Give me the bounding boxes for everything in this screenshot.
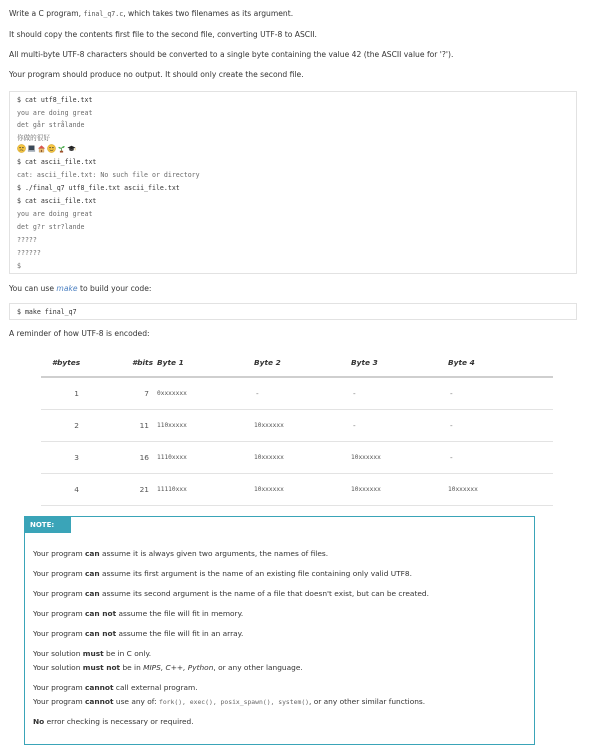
note-emphasis: cannot [85, 683, 114, 692]
cell-byte1: 0xxxxxxx [157, 377, 254, 410]
note-text: , or any other language. [213, 663, 303, 672]
cell-byte1: 110xxxxx [157, 410, 254, 442]
note-box [24, 516, 535, 745]
cell-bytes: 1 [41, 377, 87, 410]
note-line [33, 549, 328, 558]
note-line [33, 569, 412, 578]
note-text: Your program [33, 549, 86, 558]
table-header-row [41, 349, 553, 377]
note-line [33, 589, 429, 598]
note-text: error checking is necessary or required. [44, 717, 194, 726]
note-text: call external program. [113, 683, 198, 692]
terminal-line: cat: ascii_file.txt: No such file or directory [17, 171, 200, 179]
make-instruction [9, 284, 151, 293]
note-text: assume the file will fit in memory. [116, 609, 244, 618]
cell-byte3: - [351, 410, 448, 442]
note-emphasis: No [33, 717, 45, 726]
cell-byte4: - [448, 442, 553, 474]
note-line [33, 683, 198, 692]
note-emphasis: can [85, 549, 100, 558]
note-text: Your program [33, 629, 86, 638]
filename-code: final_q7.c [83, 10, 124, 18]
cell-byte3: 10xxxxxx [351, 474, 448, 506]
note-text: assume the file will fit in an array. [116, 629, 244, 638]
note-text: Your program [33, 569, 86, 578]
cell-byte2: 10xxxxxx [254, 442, 351, 474]
cell-byte2: 10xxxxxx [254, 410, 351, 442]
note-emphasis: must [82, 649, 104, 658]
note-text: Your program [33, 697, 86, 706]
utf8-encoding-table [41, 349, 553, 506]
make-command: $ make final_q7 [17, 308, 77, 316]
cell-byte2: - [254, 377, 351, 410]
intro-line-4: Your program should produce no output. It should only create the second file. [9, 70, 304, 79]
note-line [33, 717, 194, 726]
make-text: to build your code: [77, 284, 152, 293]
cell-byte4: 10xxxxxx [448, 474, 553, 506]
note-functions-code: fork(), exec(), posix_spawn(), system() [158, 698, 310, 706]
terminal-line: $ ./final_q7 utf8_file.txt ascii_file.txt [17, 184, 180, 192]
note-text: assume its second argument is the name of a file that doesn't exist, but can be created. [99, 589, 429, 598]
terminal-line: $ cat ascii_file.txt [17, 158, 97, 166]
note-emphasis: cannot [85, 697, 114, 706]
note-text: , or any other similar functions. [309, 697, 426, 706]
terminal-line: 你做的很好 [17, 134, 50, 142]
table-row [41, 410, 553, 442]
intro-line-2: It should copy the contents first file to the second file, converting UTF-8 to ASCII. [9, 30, 317, 39]
note-text: assume its first argument is the name of an existing file containing only valid UTF8. [99, 569, 412, 578]
column-header-byte4: Byte 4 [448, 349, 553, 377]
note-line [33, 609, 243, 618]
table-row [41, 377, 553, 410]
cell-byte4: - [448, 410, 553, 442]
cell-byte3: - [351, 377, 448, 410]
smiling-face-icon [47, 144, 56, 153]
cell-bits: 11 [87, 410, 157, 442]
terminal-line: you are doing great [17, 210, 93, 218]
terminal-line: ????? [17, 236, 37, 244]
note-line [33, 697, 425, 706]
column-header-bytes: #bytes [41, 349, 87, 377]
note-text: be in [120, 663, 144, 672]
cell-byte1: 1110xxxx [157, 442, 254, 474]
table-row [41, 442, 553, 474]
note-text: Your solution [33, 663, 83, 672]
cell-bytes: 4 [41, 474, 87, 506]
reminder-text: A reminder of how UTF-8 is encoded: [9, 329, 150, 338]
note-emphasis: can not [85, 629, 117, 638]
note-text: use any of: [113, 697, 159, 706]
note-line [33, 649, 151, 658]
note-text: Your program [33, 683, 86, 692]
terminal-line: $ cat ascii_file.txt [17, 197, 97, 205]
cell-bytes: 2 [41, 410, 87, 442]
note-line [33, 663, 303, 672]
terminal-example [9, 91, 577, 274]
note-text: Your solution [33, 649, 83, 658]
note-text: Your program [33, 609, 86, 618]
note-emphasis: can [85, 569, 100, 578]
cell-bits: 16 [87, 442, 157, 474]
make-command-box [9, 303, 577, 320]
column-header-byte2: Byte 2 [254, 349, 351, 377]
note-text: Your program [33, 589, 86, 598]
column-header-byte1: Byte 1 [157, 349, 254, 377]
emoji-row [17, 144, 76, 153]
table-row [41, 474, 553, 506]
note-text: be in C only. [103, 649, 152, 658]
column-header-bits: #bits [87, 349, 157, 377]
cell-byte1: 11110xxx [157, 474, 254, 506]
note-text: assume it is always given two arguments, the names of files. [99, 549, 329, 558]
cell-bytes: 3 [41, 442, 87, 474]
terminal-line: det g?r str?lande [17, 223, 85, 231]
cell-byte4: - [448, 377, 553, 410]
column-header-byte3: Byte 3 [351, 349, 448, 377]
cell-byte2: 10xxxxxx [254, 474, 351, 506]
cell-bits: 21 [87, 474, 157, 506]
confused-face-icon [17, 144, 26, 153]
house-icon [37, 144, 46, 153]
note-line [33, 629, 243, 638]
graduation-cap-icon [67, 144, 76, 153]
note-emphasis: must not [82, 663, 121, 672]
intro-text: , which takes two filenames as its argument. [123, 9, 294, 18]
terminal-line: $ cat utf8_file.txt [17, 96, 93, 104]
note-languages: MIPS, C++, Python [143, 663, 214, 672]
make-text: You can use [9, 284, 57, 293]
note-emphasis: can [85, 589, 100, 598]
terminal-line: ?????? [17, 249, 41, 257]
note-tag: NOTE: [25, 517, 71, 533]
note-emphasis: can not [85, 609, 117, 618]
intro-text: Write a C program, [9, 9, 84, 18]
intro-line-3: All multi-byte UTF-8 characters should be converted to a single byte containing the value 42 (the ASCII value for '?'). [9, 50, 454, 59]
terminal-line: you are doing great [17, 109, 93, 117]
plant-icon [57, 144, 66, 153]
terminal-line: $ [17, 262, 21, 270]
intro-line-1 [9, 9, 293, 18]
make-link[interactable]: make [56, 284, 78, 293]
terminal-line: det går strålande [17, 121, 85, 129]
cell-byte3: 10xxxxxx [351, 442, 448, 474]
laptop-icon [27, 144, 36, 153]
cell-bits: 7 [87, 377, 157, 410]
